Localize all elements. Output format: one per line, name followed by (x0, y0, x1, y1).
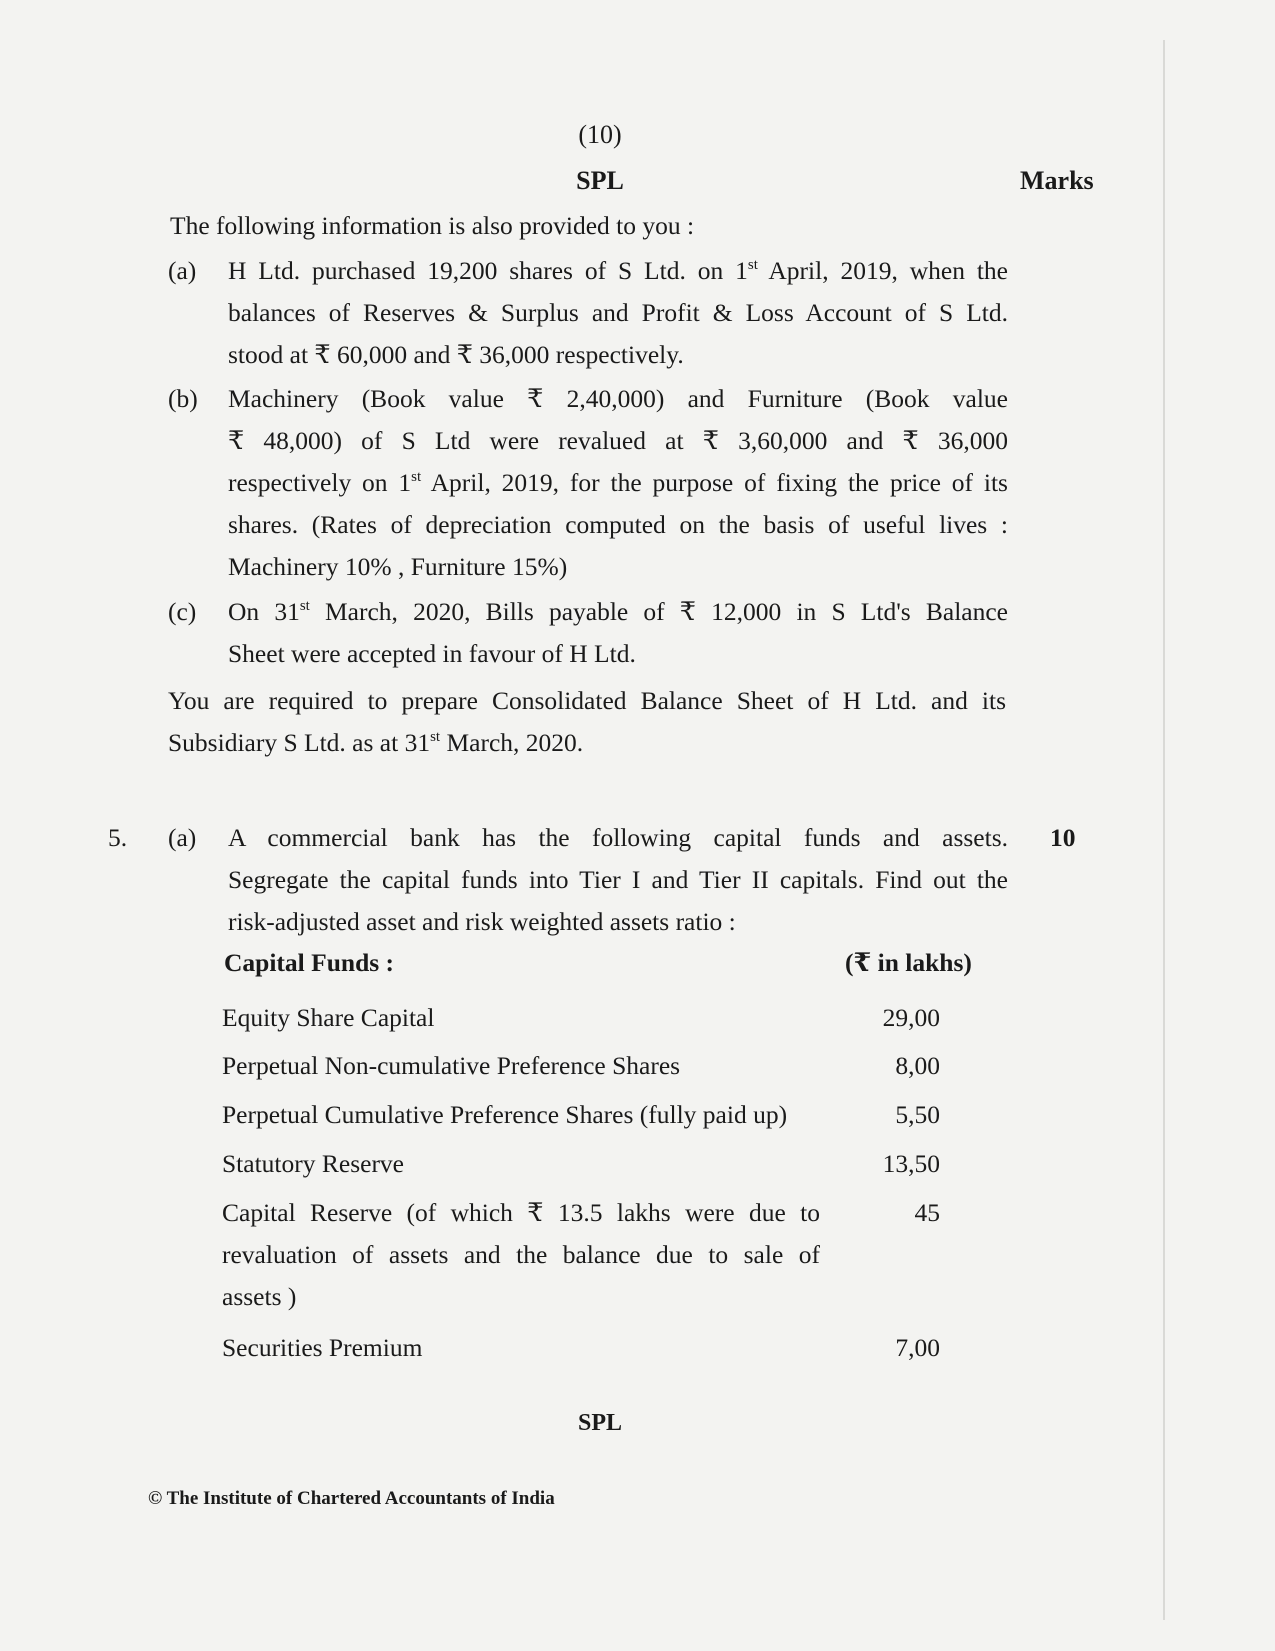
item-label: (b) (168, 384, 198, 413)
unit-heading: (₹ in lakhs) (845, 948, 972, 977)
requirement-line: Subsidiary S Ltd. as at 31st March, 2020. (168, 728, 584, 757)
ordinal-suffix: st (411, 469, 422, 485)
fund-name-line: revaluation of assets and the balance due to sale of (222, 1240, 820, 1269)
fund-name: Perpetual Cumulative Preference Shares (fully paid up) (222, 1100, 788, 1129)
fund-name: Equity Share Capital (222, 1003, 435, 1032)
item-line: H Ltd. purchased 19,200 shares of S Ltd. on 1st April, 2019, when the (228, 256, 1008, 285)
page-number: (10) (578, 120, 622, 149)
item-line: respectively on 1st April, 2019, for the purpose of fixing the price of its (228, 468, 1008, 497)
fund-row (222, 1045, 820, 1087)
fund-name: Securities Premium (222, 1333, 423, 1362)
ordinal-suffix: st (299, 598, 310, 614)
question-marks: 10 (1050, 823, 1076, 852)
item-line: stood at ₹ 60,000 and ₹ 36,000 respectively. (228, 340, 684, 369)
fund-name-line: assets ) (222, 1282, 297, 1311)
info-item-a (168, 250, 1008, 376)
info-item-b (168, 378, 1008, 588)
page-edge-shadow (1163, 40, 1165, 1620)
question-line: A commercial bank has the following capital funds and assets. (228, 823, 1008, 852)
paper-code-header: SPL (576, 166, 624, 195)
question-5a (168, 817, 1008, 943)
fund-row (222, 997, 820, 1039)
info-item-c (168, 591, 1008, 675)
item-line: On 31st March, 2020, Bills payable of ₹ 12,000 in S Ltd's Balance (228, 597, 1008, 626)
item-label: (c) (168, 597, 197, 626)
intro-text: The following information is also provided to you : (170, 211, 695, 240)
item-label: (a) (168, 256, 197, 285)
capital-funds-heading: Capital Funds : (224, 948, 395, 977)
requirement-text (168, 680, 1006, 764)
fund-row (222, 1143, 820, 1185)
item-line: Machinery (Book value ₹ 2,40,000) and Furniture (Book value (228, 384, 1008, 413)
item-line: ₹ 48,000) of S Ltd were revalued at ₹ 3,60,000 and ₹ 36,000 (228, 426, 1008, 455)
fund-row (222, 1094, 820, 1136)
fund-name-line: Capital Reserve (of which ₹ 13.5 lakhs were due to (222, 1198, 820, 1227)
ordinal-suffix: st (747, 257, 758, 273)
fund-amount: 45 (914, 1198, 940, 1227)
item-line: Machinery 10% , Furniture 15%) (228, 552, 568, 581)
item-line: Sheet were accepted in favour of H Ltd. (228, 639, 636, 668)
fund-amount: 13,50 (882, 1149, 940, 1178)
question-line: Segregate the capital funds into Tier I and Tier II capitals. Find out the (228, 865, 1008, 894)
copyright-notice: © The Institute of Chartered Accountants of India (148, 1488, 555, 1509)
question-line: risk-adjusted asset and risk weighted assets ratio : (228, 907, 736, 936)
fund-amount: 29,00 (882, 1003, 940, 1032)
paper-code-footer: SPL (577, 1410, 622, 1436)
fund-amount: 7,00 (895, 1333, 940, 1362)
requirement-line: You are required to prepare Consolidated Balance Sheet of H Ltd. and its (168, 686, 1006, 715)
fund-name: Perpetual Non-cumulative Preference Shares (222, 1051, 681, 1080)
fund-name: Statutory Reserve (222, 1149, 404, 1178)
question-part-label: (a) (168, 823, 197, 852)
fund-row (222, 1327, 820, 1369)
fund-row-capital-reserve (222, 1192, 820, 1318)
item-line: balances of Reserves & Surplus and Profit & Loss Account of S Ltd. (228, 298, 1008, 327)
item-line: shares. (Rates of depreciation computed on the basis of useful lives : (228, 510, 1008, 539)
question-number: 5. (108, 823, 128, 852)
marks-column-heading: Marks (1020, 166, 1094, 195)
ordinal-suffix: st (430, 729, 441, 745)
fund-amount: 8,00 (895, 1051, 940, 1080)
fund-amount: 5,50 (895, 1100, 940, 1129)
